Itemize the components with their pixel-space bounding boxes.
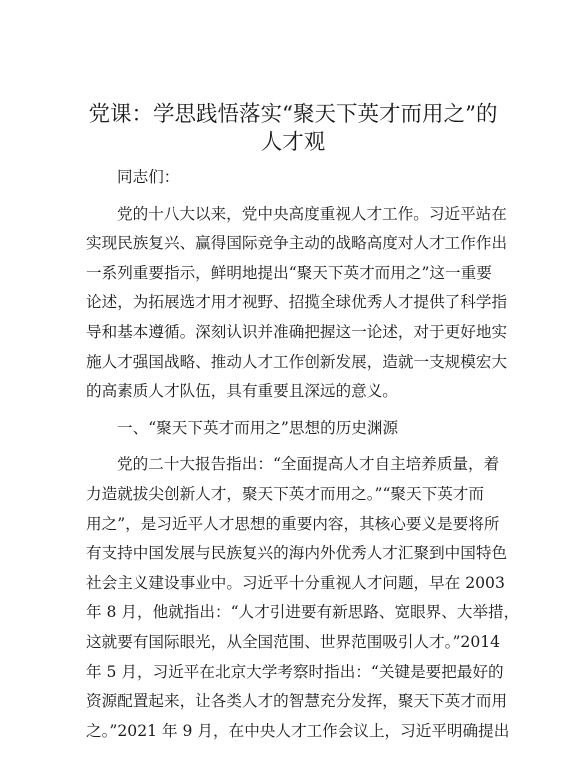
paragraph-1-line: 导和基本遵循。深刻认识并准确把握这一论述，对于更好地实 xyxy=(86,322,508,341)
paragraph-2-line: 这就要有国际眼光，从全国范围、世界范围吸引人才。”2014 xyxy=(86,632,501,651)
title-line-2: 人才观 xyxy=(260,130,326,155)
paragraph-2-line: 年 5 月，习近平在北京大学考察时指出：“关键是要把最好的 xyxy=(86,662,504,681)
title-line-1: 党课：学思践悟落实“聚天下英才而用之”的 xyxy=(88,102,498,127)
paragraph-1-line: 党的十八大以来，党中央高度重视人才工作。习近平站在 xyxy=(117,204,507,223)
document-title xyxy=(80,101,506,157)
paragraph-2-line: 之。”2021 年 9 月，在中央人才工作会议上，习近平明确提出 xyxy=(86,721,510,740)
paragraph-2-line: 用之”，是习近平人才思想的重要内容，其核心要义是要将所 xyxy=(86,514,500,533)
paragraph-1-line: 实现民族复兴、赢得国际竞争主动的战略高度对人才工作作出 xyxy=(86,234,508,253)
paragraph-1 xyxy=(86,200,508,407)
document-body xyxy=(86,163,520,746)
paragraph-1-line: 的高素质人才队伍，具有重要且深远的意义。 xyxy=(86,382,398,401)
salutation: 同志们： xyxy=(117,168,180,186)
paragraph-1-line: 一系列重要指示，鲜明地提出“聚天下英才而用之”这一重要 xyxy=(86,263,492,282)
paragraph-gap xyxy=(86,443,500,450)
paragraph-1-line: 论述，为拓展选才用才视野、招揽全球优秀人才提供了科学指 xyxy=(86,293,508,312)
paragraph-2-line: 年 8 月，他就指出：“人才引进要有新思路、宽眼界、大举措， xyxy=(86,603,520,622)
paragraph-2-line: 资源配置起来，让各类人才的智慧充分发挥，聚天下英才而用 xyxy=(86,692,508,711)
paragraph-2-line: 力造就拔尖创新人才，聚天下英才而用之。”“聚天下英才而 xyxy=(86,484,484,503)
paragraph-1-line: 施人才强国战略、推动人才工作创新发展，造就一支规模宏大 xyxy=(86,352,508,371)
paragraph-gap xyxy=(86,193,500,200)
paragraph-2-line: 党的二十大报告指出：“全面提高人才自主培养质量，着 xyxy=(117,455,500,474)
paragraph-gap xyxy=(86,407,500,414)
paragraph-2-line: 社会主义建设事业中。习近平十分重视人才问题，早在 2003 xyxy=(86,573,505,592)
paragraph-2 xyxy=(86,450,520,746)
paragraph-2-line: 有支持中国发展与民族复兴的海内外优秀人才汇聚到中国特色 xyxy=(86,544,508,563)
section-heading: 一、“聚天下英才而用之”思想的历史渊源 xyxy=(117,418,399,437)
